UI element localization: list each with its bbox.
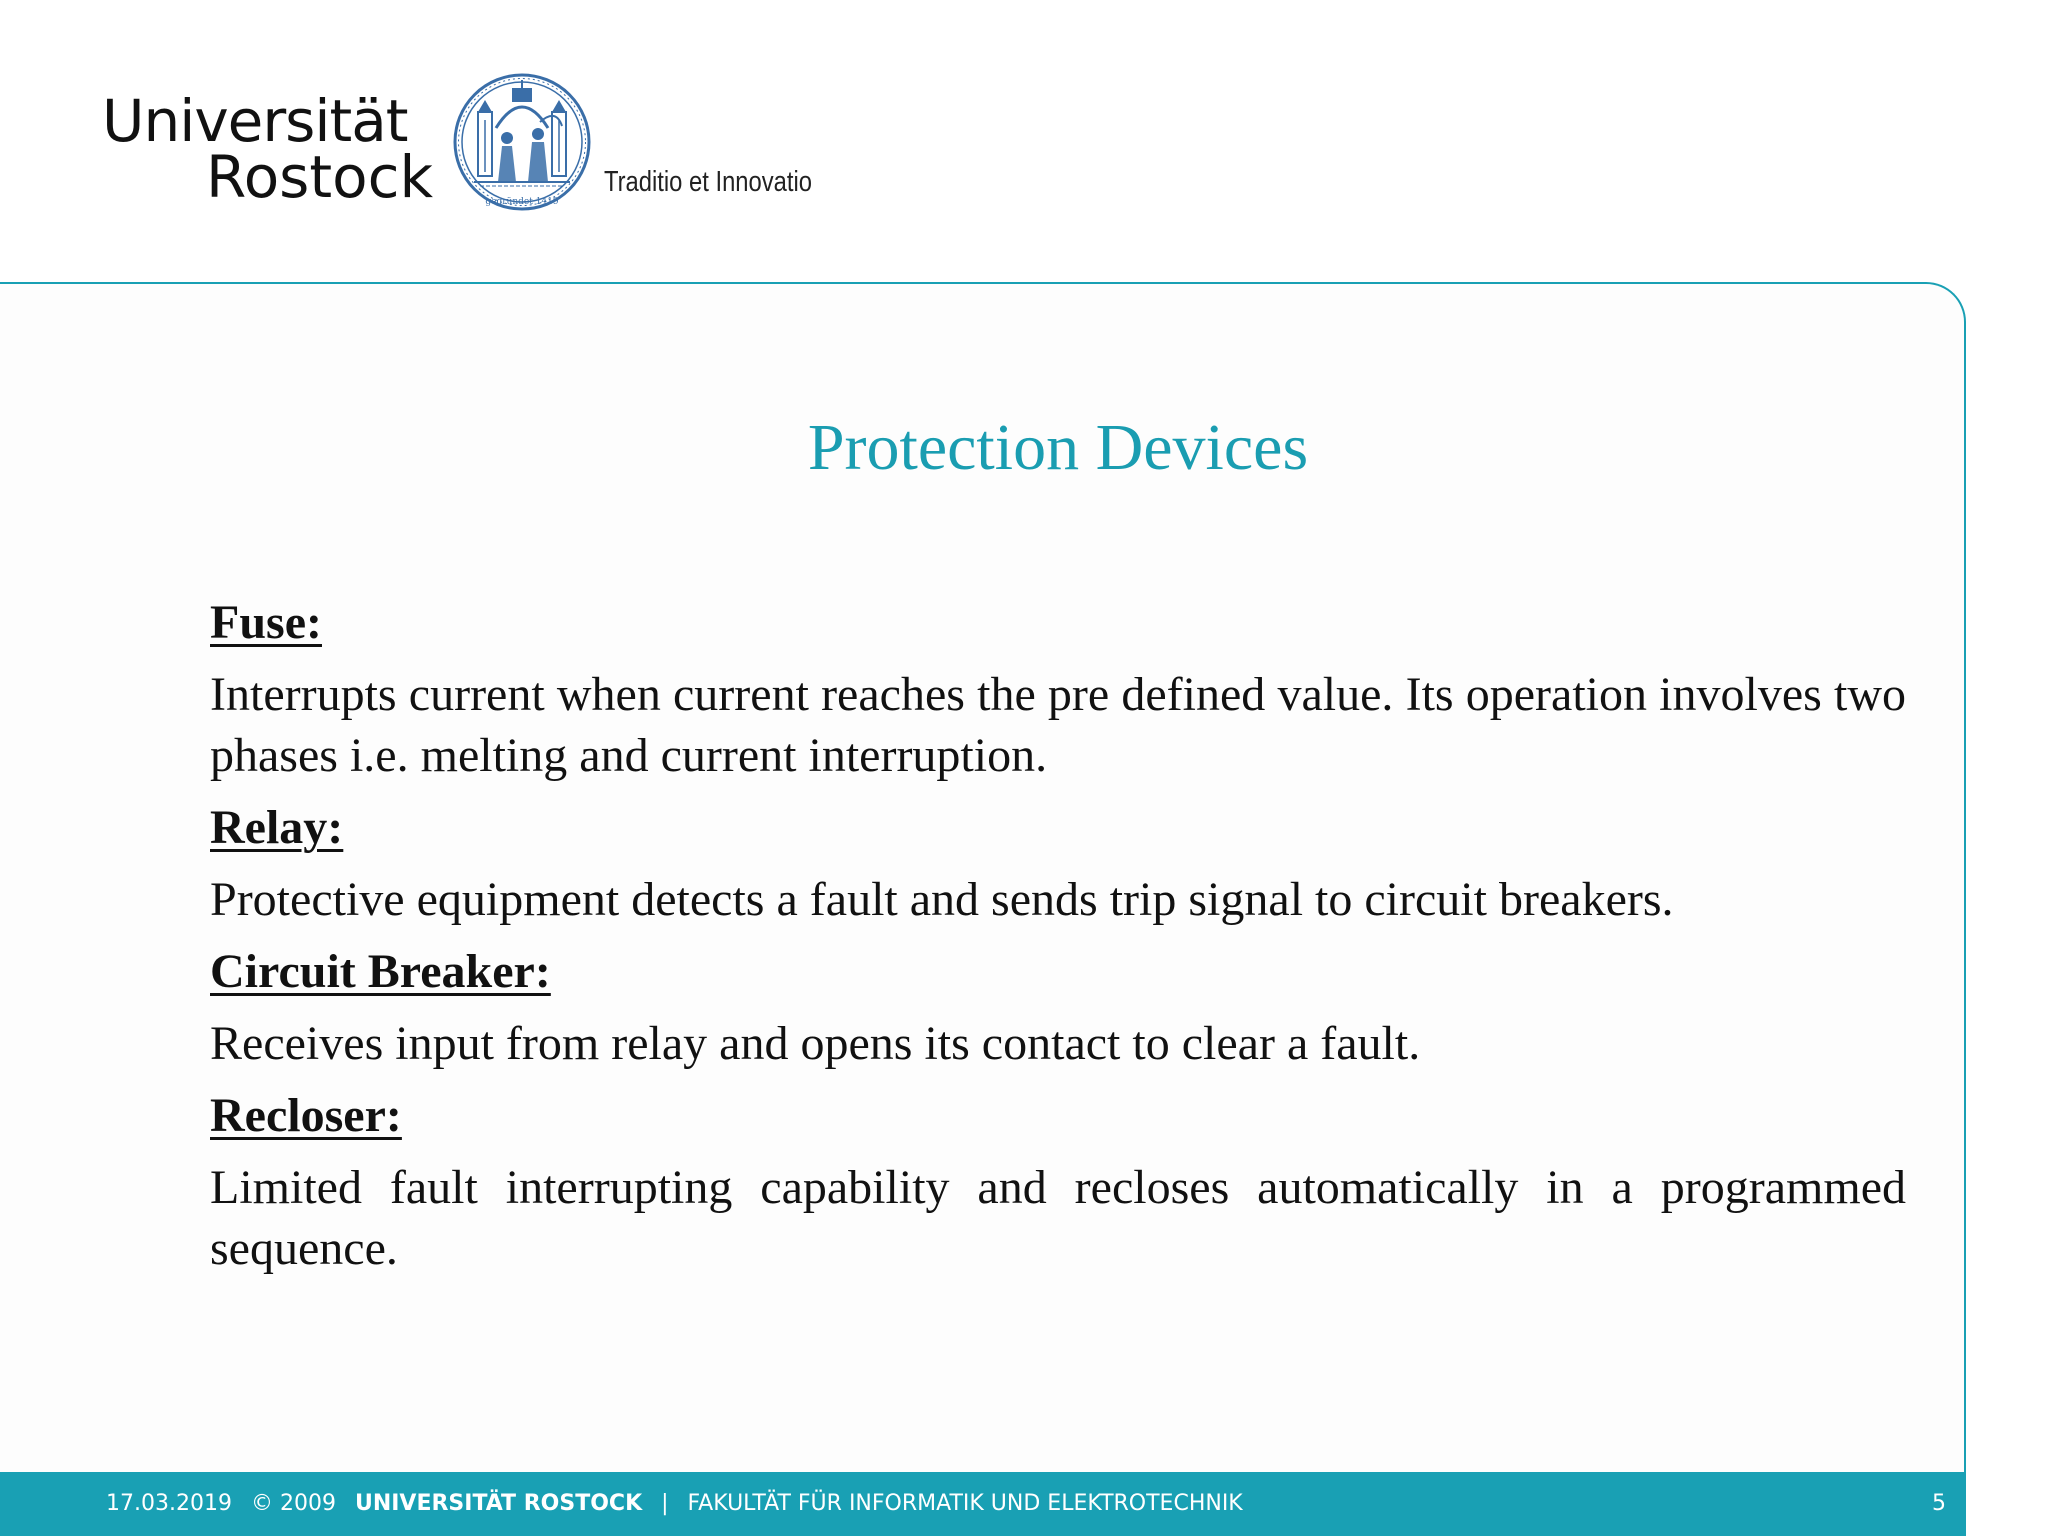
footer-university: UNIVERSITÄT ROSTOCK [354, 1491, 643, 1516]
description-circuit-breaker: Receives input from relay and opens its contact to clear a fault. [210, 1017, 1421, 1070]
term-circuit-breaker: Circuit Breaker: [210, 945, 551, 998]
description-recloser: Limited fault interrupting capability and recloses automatically in a programmed sequence. [210, 1161, 1906, 1275]
term-recloser: Recloser: [210, 1089, 402, 1142]
footer-bar [0, 1472, 1966, 1536]
logo-line-2: Rostock [206, 143, 434, 211]
page-number: 5 [1932, 1491, 1946, 1516]
logo-line-1: Universität [102, 87, 408, 155]
description-relay: Protective equipment detects a fault and sends trip signal to circuit breakers. [210, 873, 1674, 926]
definition-list [210, 594, 1906, 1292]
footer-copyright: © 2009 [250, 1491, 336, 1516]
footer-separator: | [661, 1491, 669, 1516]
term-fuse: Fuse: [210, 596, 322, 649]
motto: Traditio et Innovatio [604, 166, 812, 198]
footer-faculty: FAKULTÄT FÜR INFORMATIK UND ELEKTROTECHNIK [687, 1491, 1243, 1516]
university-seal-icon [452, 72, 592, 224]
footer-date: 17.03.2019 [106, 1491, 232, 1516]
term-relay: Relay: [210, 801, 344, 854]
university-logo [102, 87, 434, 211]
description-fuse: Interrupts current when current reaches the pre defined value. Its operation involves two phases i.e. melting and current interruption. [210, 668, 1906, 782]
slide-title: Protection Devices [807, 411, 1309, 484]
seal-text: gegründet 1419 [485, 197, 559, 207]
